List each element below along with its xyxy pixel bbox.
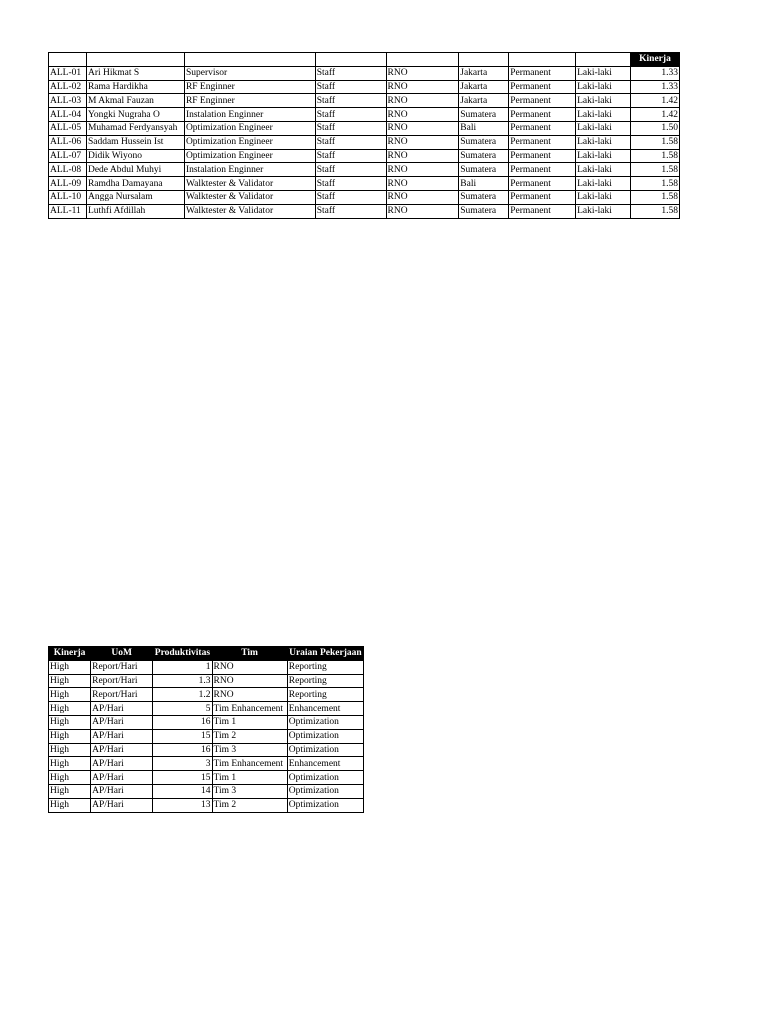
table-row [49,190,680,204]
table-cell: M Akmal Fauzan [86,94,184,108]
table-cell: 3 [153,757,212,771]
table-cell: Jakarta [459,94,509,108]
table-cell: 1 [153,660,212,674]
table-cell: RNO [386,94,459,108]
table-cell: Sumatera [459,149,509,163]
table-cell: Saddam Hussein Ist [86,135,184,149]
table-row [49,204,680,218]
table-cell: 16 [153,743,212,757]
table-cell: Tim 1 [212,771,287,785]
table-cell: High [49,688,91,702]
table-cell: ALL-11 [49,204,87,218]
table-cell: AP/Hari [91,729,153,743]
table-cell: Tim Enhancement [212,702,287,716]
employee-table [48,52,680,219]
table-cell: Tim 2 [212,729,287,743]
header-cell-empty [184,53,315,67]
table-cell: ALL-03 [49,94,87,108]
table-cell: High [49,674,91,688]
table-cell: Didik Wiyono [86,149,184,163]
table-cell: Report/Hari [91,674,153,688]
table-cell: 1.58 [631,204,680,218]
table-cell: AP/Hari [91,798,153,812]
table-cell: Permanent [509,163,576,177]
table-cell: High [49,743,91,757]
table-cell: Permanent [509,121,576,135]
header-cell-kinerja: Kinerja [49,647,91,661]
table-cell: Sumatera [459,108,509,122]
table-cell: AP/Hari [91,784,153,798]
table-cell: Angga Nursalam [86,190,184,204]
table-cell: Laki-laki [576,177,631,191]
table-cell: RNO [386,190,459,204]
table-cell: 5 [153,702,212,716]
table-row [49,108,680,122]
table-cell: RNO [212,660,287,674]
table-cell: Sumatera [459,204,509,218]
table-cell: Optimization [287,715,363,729]
table-cell: AP/Hari [91,771,153,785]
table-cell: 15 [153,771,212,785]
table-cell: 1.50 [631,121,680,135]
productivity-table [48,646,364,813]
table-cell: Laki-laki [576,204,631,218]
table-row [49,94,680,108]
table-cell: AP/Hari [91,715,153,729]
table-cell: 13 [153,798,212,812]
table-cell: Optimization [287,798,363,812]
table-cell: Staff [315,66,386,80]
table-cell: Staff [315,204,386,218]
table-cell: 14 [153,784,212,798]
table-cell: RNO [386,121,459,135]
table-cell: 1.58 [631,163,680,177]
table-cell: Tim 3 [212,743,287,757]
table-cell: Report/Hari [91,660,153,674]
table-row [49,135,680,149]
table-row [49,771,364,785]
table-cell: 1.33 [631,80,680,94]
table-cell: Report/Hari [91,688,153,702]
header-cell-empty [315,53,386,67]
table-row [49,688,364,702]
table-row [49,743,364,757]
table-cell: ALL-01 [49,66,87,80]
table-cell: Ari Hikmat S [86,66,184,80]
table-cell: AP/Hari [91,757,153,771]
table-cell: RNO [212,688,287,702]
table-cell: Staff [315,190,386,204]
table-row [49,702,364,716]
table-cell: RNO [386,204,459,218]
employee-table-body [49,66,680,218]
table-cell: 1.42 [631,108,680,122]
table-row [49,149,680,163]
table-cell: Luthfi Afdillah [86,204,184,218]
table-cell: RNO [386,135,459,149]
table-row [49,121,680,135]
table-cell: Permanent [509,94,576,108]
table-cell: Jakarta [459,80,509,94]
table-cell: High [49,729,91,743]
table-cell: Laki-laki [576,66,631,80]
header-cell-kinerja: Kinerja [631,53,680,67]
table-row [49,177,680,191]
header-cell-empty [576,53,631,67]
table-cell: ALL-09 [49,177,87,191]
table-cell: Staff [315,121,386,135]
table-cell: RNO [386,66,459,80]
table-cell: Tim 3 [212,784,287,798]
table-cell: Instalation Enginner [184,163,315,177]
table-cell: Enhancement [287,702,363,716]
table-cell: Sumatera [459,190,509,204]
table-cell: 15 [153,729,212,743]
table-cell: Bali [459,177,509,191]
table-row [49,715,364,729]
table-row [49,66,680,80]
table-cell: Muhamad Ferdyansyah [86,121,184,135]
table-cell: 1.58 [631,149,680,163]
table-cell: Laki-laki [576,121,631,135]
table-cell: ALL-07 [49,149,87,163]
table-cell: Walktester & Validator [184,204,315,218]
table-cell: High [49,771,91,785]
table-cell: ALL-05 [49,121,87,135]
header-cell-empty [509,53,576,67]
table-cell: Tim 2 [212,798,287,812]
table-cell: Permanent [509,66,576,80]
table-cell: RNO [386,177,459,191]
table-cell: Staff [315,149,386,163]
table-cell: Tim 1 [212,715,287,729]
table-cell: RF Enginner [184,94,315,108]
table-cell: Jakarta [459,66,509,80]
table-cell: Sumatera [459,163,509,177]
table-cell: Optimization [287,729,363,743]
table-cell: High [49,798,91,812]
header-cell-produktivitas: Produktivitas [154,648,211,659]
table-cell: ALL-04 [49,108,87,122]
table-cell: ALL-10 [49,190,87,204]
header-cell-empty [49,53,87,67]
table-cell: Optimization Engineer [184,135,315,149]
table-cell: Laki-laki [576,108,631,122]
header-cell-empty [386,53,459,67]
table-cell: ALL-02 [49,80,87,94]
table-cell: Laki-laki [576,135,631,149]
productivity-table-body [49,660,364,812]
table-cell: Laki-laki [576,163,631,177]
table-cell: Permanent [509,108,576,122]
table-cell: Ramdha Damayana [86,177,184,191]
table-cell: 1.58 [631,190,680,204]
table-row [49,674,364,688]
table-row [49,660,364,674]
table-cell: Permanent [509,135,576,149]
table-cell: Optimization Engineer [184,121,315,135]
table-row [49,757,364,771]
table-cell: Supervisor [184,66,315,80]
table-cell: ALL-08 [49,163,87,177]
table-cell: Laki-laki [576,80,631,94]
header-cell-tim: Tim [212,647,287,661]
table-cell: Walktester & Validator [184,190,315,204]
table-cell: Permanent [509,177,576,191]
table-cell: 16 [153,715,212,729]
table-cell: RNO [386,149,459,163]
table-row [49,729,364,743]
table-cell: 1.2 [153,688,212,702]
table-cell: Dede Abdul Muhyi [86,163,184,177]
table-cell: 1.33 [631,66,680,80]
table-cell: Sumatera [459,135,509,149]
table-cell: Staff [315,80,386,94]
table-cell: High [49,784,91,798]
table-cell: Bali [459,121,509,135]
table-cell: Enhancement [287,757,363,771]
table-cell: Rama Hardikha [86,80,184,94]
table-cell: Laki-laki [576,149,631,163]
header-cell-empty [86,53,184,67]
table-cell: RNO [386,108,459,122]
table-cell: RNO [386,163,459,177]
table-cell: High [49,757,91,771]
table-cell: Instalation Enginner [184,108,315,122]
table-cell: Staff [315,163,386,177]
productivity-table-header-row [49,647,364,661]
employee-table-header-row [49,53,680,67]
table-cell: Permanent [509,149,576,163]
table-cell: Staff [315,135,386,149]
table-cell: High [49,702,91,716]
table-cell: Permanent [509,80,576,94]
table-cell: Optimization [287,771,363,785]
table-row [49,784,364,798]
table-cell: Permanent [509,204,576,218]
table-cell: Yongki Nugraha O [86,108,184,122]
table-cell: 1.3 [153,674,212,688]
table-row [49,163,680,177]
table-cell: RNO [212,674,287,688]
table-cell: High [49,660,91,674]
table-cell: Laki-laki [576,94,631,108]
table-cell: Staff [315,177,386,191]
table-cell: Optimization [287,743,363,757]
table-cell: Staff [315,94,386,108]
table-cell: Laki-laki [576,190,631,204]
table-cell: ALL-06 [49,135,87,149]
table-cell: RNO [386,80,459,94]
table-cell: 1.58 [631,135,680,149]
table-cell: Optimization [287,784,363,798]
table-cell: Tim Enhancement [212,757,287,771]
header-cell-uom: UoM [91,647,153,661]
table-cell: RF Enginner [184,80,315,94]
table-cell: 1.42 [631,94,680,108]
table-cell: Walktester & Validator [184,177,315,191]
table-cell: Permanent [509,190,576,204]
table-cell: Optimization Engineer [184,149,315,163]
table-cell: AP/Hari [91,743,153,757]
table-cell: AP/Hari [91,702,153,716]
table-row [49,80,680,94]
table-cell: Reporting [287,660,363,674]
table-cell: Reporting [287,688,363,702]
header-cell-empty [459,53,509,67]
header-cell-uraian-pekerjaan: Uraian Pekerjaan [289,648,362,659]
table-cell: High [49,715,91,729]
table-cell: Reporting [287,674,363,688]
table-row [49,798,364,812]
table-cell: Staff [315,108,386,122]
table-cell: 1.58 [631,177,680,191]
